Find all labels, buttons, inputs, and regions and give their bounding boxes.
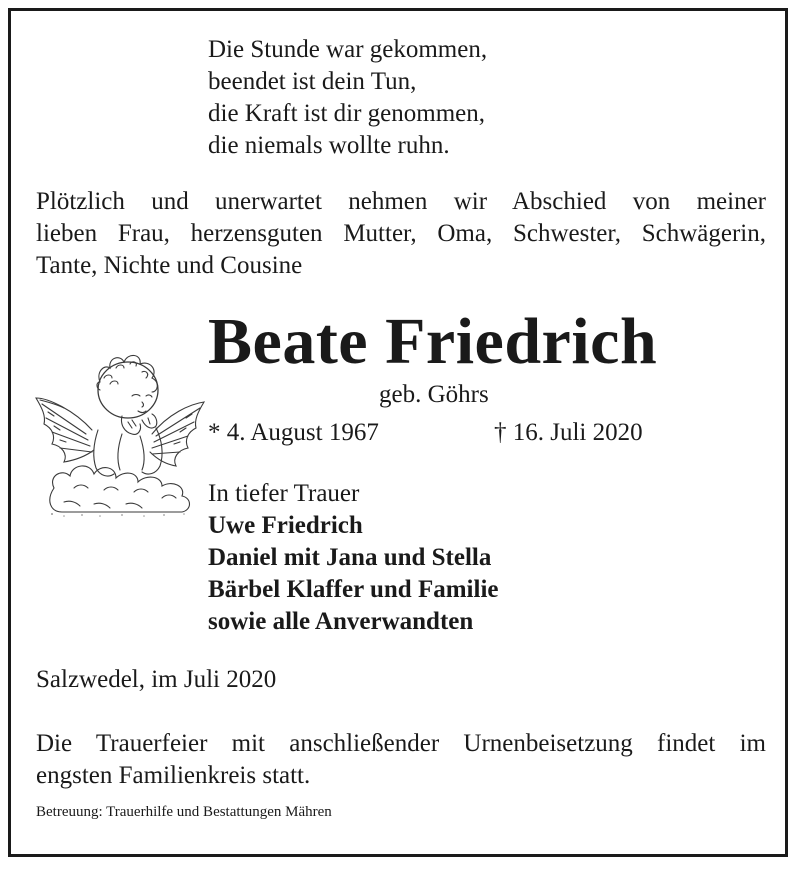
maiden-name: geb. Göhrs <box>379 381 489 408</box>
poem-line-4: die niemals wollte ruhn. <box>208 132 450 159</box>
intro-line-3: Tante, Nichte und Cousine <box>36 252 303 279</box>
mourner-name: sowie alle Anverwandten <box>208 608 474 635</box>
poem-line-2: beendet ist dein Tun, <box>208 68 417 95</box>
funeral-note-line-2: engsten Familienkreis statt. <box>36 762 311 789</box>
poem-line-3: die Kraft ist dir genommen, <box>208 100 486 127</box>
mourner-name: Daniel mit Jana und Stella <box>208 544 492 571</box>
funeral-note-line-1: Die Trauerfeier mit anschließender Urnenbeisetzung findet im <box>36 730 766 757</box>
mourner-name: Bärbel Klaffer und Familie <box>208 576 499 603</box>
mourner-name: Uwe Friedrich <box>208 512 363 539</box>
poem-line-1: Die Stunde war gekommen, <box>208 36 488 63</box>
deceased-name: Beate Friedrich <box>208 305 658 378</box>
birth-date: * 4. August 1967 <box>208 419 379 446</box>
undertaker-credit: Betreuung: Trauerhilfe und Bestattungen Mähren <box>36 804 332 820</box>
place-date: Salzwedel, im Juli 2020 <box>36 666 277 693</box>
intro-line-1: Plötzlich und unerwartet nehmen wir Abschied von meiner <box>36 188 766 215</box>
intro-line-2: lieben Frau, herzensguten Mutter, Oma, Schwester, Schwägerin, <box>36 220 766 247</box>
cherub-angel-icon <box>34 338 206 518</box>
death-date: † 16. Juli 2020 <box>494 419 643 446</box>
mourners-heading: In tiefer Trauer <box>208 480 360 507</box>
